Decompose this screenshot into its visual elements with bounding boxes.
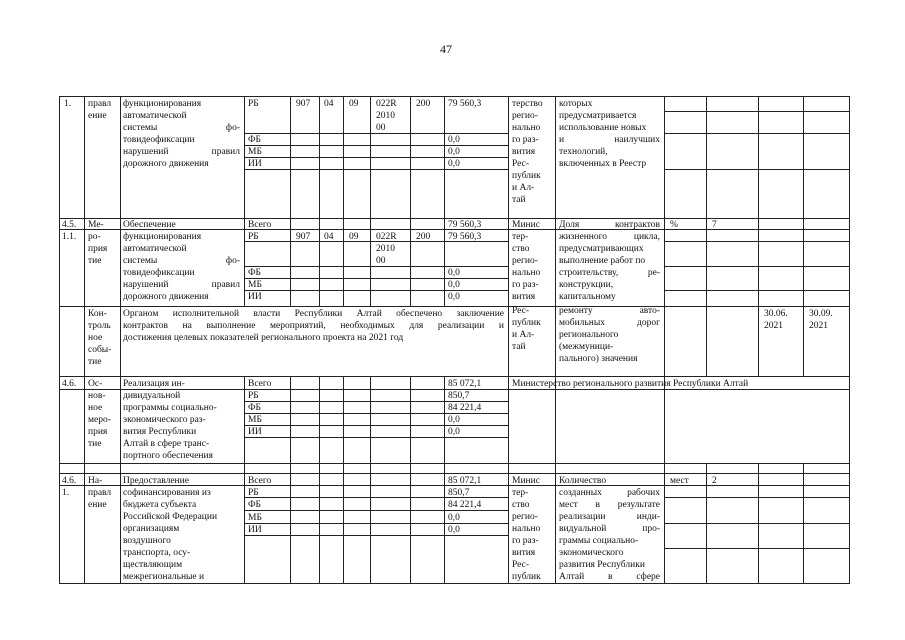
row-divider (664, 548, 850, 549)
executor: вития (512, 292, 536, 302)
source-divider (244, 425, 508, 426)
indicator-text: развития Республики (559, 560, 645, 570)
column-divider (706, 96, 707, 376)
row-type: прия (88, 427, 108, 437)
funding-source: МБ (248, 280, 262, 290)
row-type: нов- (88, 391, 106, 401)
measure-name: Предоставление (123, 476, 189, 486)
row-divider (664, 497, 850, 498)
indicator-text: видуальной про- (559, 524, 660, 534)
column-divider (244, 376, 245, 584)
unit: мест (670, 476, 689, 486)
event-label: ное (88, 333, 103, 343)
measure-name: системы фо- (123, 123, 240, 133)
executor: публик (512, 171, 541, 181)
row-divider (664, 266, 850, 267)
indicator-text: регионального (559, 330, 619, 340)
amount: 0,0 (448, 415, 460, 425)
funding-source: ФБ (248, 135, 261, 145)
amount: 85 072,1 (448, 379, 482, 389)
executor: и Ал- (512, 183, 535, 193)
source-divider (244, 278, 508, 279)
executor: ство (512, 500, 530, 510)
amount: 0,0 (448, 525, 460, 535)
grbs-code: 907 (296, 99, 311, 109)
measure-name: ществляющим (123, 560, 183, 570)
executor: тай (512, 342, 526, 352)
indicator-text: и наилучших (559, 135, 660, 145)
executor: терство (512, 99, 543, 109)
executor: публик (512, 318, 541, 328)
column-divider (410, 376, 411, 584)
indicator-text: включенных в Реестр (559, 159, 647, 169)
indicator-text: экономического (559, 548, 624, 558)
indicator-text: капитальному (559, 292, 616, 302)
measure-name: организациям (123, 524, 180, 534)
indicator-text: жизненного цикла, (559, 232, 660, 242)
executor: и Ал- (512, 330, 535, 340)
indicator-text: выполнение работ по (559, 256, 646, 266)
measure-name: дорожного движения (123, 159, 209, 169)
funding-source: МБ (248, 513, 262, 523)
target-value: 7 (712, 220, 717, 230)
measure-name: товидеофиксации (123, 268, 195, 278)
measure-name: автоматической (123, 111, 187, 121)
executor: тер- (512, 232, 529, 242)
column-divider (120, 96, 121, 584)
measure-name: товидеофиксации (123, 135, 195, 145)
source-divider (244, 437, 508, 438)
column-divider (758, 96, 759, 376)
section-code: 04 (324, 99, 334, 109)
executor: Министерство регионального развития Республики Алтай (512, 379, 749, 389)
row-type: правл ение (88, 99, 112, 121)
measure-name: бюджета субъекта (123, 500, 197, 510)
funding-source: ИИ (248, 159, 262, 169)
column-divider (758, 463, 759, 584)
executor: го раз- (512, 536, 539, 546)
target-code: 022R (376, 99, 397, 109)
amount: 84 221,4 (448, 500, 482, 510)
indicator-text: ремонту авто- (559, 306, 660, 316)
target-code: 022R (376, 232, 397, 242)
row-type: ение (88, 500, 107, 510)
funding-source: РБ (248, 232, 259, 242)
measure-name: системы фо- (123, 256, 240, 266)
event-date: 2021 (809, 321, 828, 331)
column-divider (290, 376, 291, 584)
amount: 0,0 (448, 159, 460, 169)
column-divider (803, 96, 804, 376)
measure-name: портного обеспечения (123, 451, 213, 461)
executor: Рес- (512, 159, 529, 169)
row-number: 1. (64, 99, 72, 109)
measure-name: нарушений правил (123, 147, 240, 157)
target-code: 2010 (376, 111, 395, 121)
executor: тер- (512, 488, 529, 498)
indicator-text: использование новых (559, 123, 647, 133)
indicator-text: предусматривается (559, 111, 637, 121)
column-divider (319, 376, 320, 584)
executor: нально (512, 123, 541, 133)
amount: 79 560,3 (448, 232, 482, 242)
target-code: 00 (376, 256, 386, 266)
row-type: Ос- (88, 379, 103, 389)
source-divider (244, 145, 508, 146)
row-type: ное (88, 403, 103, 413)
amount: 850,7 (448, 391, 470, 401)
column-divider (370, 376, 371, 584)
funding-source: ФБ (248, 403, 261, 413)
row-type: правл (88, 488, 112, 498)
indicator-text: Доля контрактов (559, 220, 660, 230)
column-divider (444, 96, 445, 306)
event-date: 2021 (764, 321, 783, 331)
event-date: 30.06. (764, 309, 788, 319)
funding-source: ИИ (248, 427, 262, 437)
row-divider (664, 133, 850, 134)
target-code: 2010 (376, 244, 395, 254)
row-divider (664, 523, 850, 524)
indicator-text: граммы социально- (559, 536, 639, 546)
column-divider (803, 463, 804, 584)
column-divider (244, 96, 245, 306)
row-type: ро- (88, 232, 101, 242)
measure-name: функционирования (123, 232, 202, 242)
row-divider (59, 376, 850, 377)
executor: нально (512, 268, 541, 278)
executor: регио- (512, 111, 538, 121)
executor: го раз- (512, 135, 539, 145)
measure-name: софинансирования из (123, 488, 211, 498)
indicator-text: которых (559, 99, 593, 109)
amount: 0,0 (448, 135, 460, 145)
measure-name: нарушений правил (123, 280, 240, 290)
target-value: 2 (712, 476, 717, 486)
measure-name: дивидуальной (123, 391, 181, 401)
indicator-text: предусматривающих (559, 244, 644, 254)
measure-name: программы социально- (123, 403, 217, 413)
funding-source: ИИ (248, 292, 262, 302)
indicator-text: технологий, (559, 147, 608, 157)
funding-source: МБ (248, 415, 262, 425)
funding-source: РБ (248, 488, 259, 498)
page-number: 47 (440, 42, 452, 56)
executor: нально (512, 524, 541, 534)
row-type: На- (88, 476, 103, 486)
amount: 0,0 (448, 268, 460, 278)
row-divider (59, 463, 850, 464)
funding-source: ФБ (248, 268, 261, 278)
unit: % (670, 220, 678, 230)
event-text: достижения целевых показателей регионального проекта на 2021 год (123, 333, 404, 343)
measure-name: Алтай в сфере транс- (123, 439, 210, 449)
indicator-text: реализации инди- (559, 512, 660, 522)
row-number: 4.6. (62, 476, 77, 486)
amount: 0,0 (448, 292, 460, 302)
indicator-text: пального) значения (559, 354, 638, 364)
funding-source: РБ (248, 391, 259, 401)
row-divider (664, 111, 850, 112)
indicator-text: созданных рабочих (559, 488, 660, 498)
indicator-text: (межмуници- (559, 342, 614, 352)
section-code: 04 (324, 232, 334, 242)
amount: 0,0 (448, 513, 460, 523)
measure-name: Реализация ин- (123, 379, 185, 389)
expense-code: 200 (416, 232, 431, 242)
indicator-text: мобильных дорог (559, 318, 660, 328)
column-divider (664, 96, 665, 584)
executor: регио- (512, 512, 538, 522)
indicator-text: конструкции, (559, 280, 614, 290)
row-type: Ме- (88, 220, 104, 230)
funding-source: Всего (248, 379, 272, 389)
measure-name: Обеспечение (123, 220, 176, 230)
column-divider (343, 376, 344, 584)
row-number: 4.5. (62, 220, 77, 230)
event-date: 30.09. (809, 309, 833, 319)
event-label: собы- (88, 345, 112, 355)
row-number: 1.1. (62, 232, 77, 242)
measure-name: межрегиональные и (123, 572, 205, 582)
row-type: меро- (88, 415, 111, 425)
column-divider (290, 96, 291, 306)
executor: тай (512, 195, 526, 205)
amount: 79 560,3 (448, 220, 482, 230)
event-label: троль (88, 321, 111, 331)
source-divider (244, 535, 508, 536)
measure-name: экономического раз- (123, 415, 206, 425)
event-text: контрактов на выполнение мероприятий, необходимых для реализации и (123, 321, 504, 331)
source-divider (244, 290, 508, 291)
column-divider (319, 96, 320, 306)
column-divider (370, 96, 371, 306)
measure-name: транспорта, осу- (123, 548, 191, 558)
executor: ство (512, 244, 530, 254)
amount: 850,7 (448, 488, 470, 498)
indicator-text: мест в результате (559, 500, 660, 510)
row-number: 1. (62, 488, 70, 498)
indicator-text: Алтай в сфере (559, 572, 660, 582)
grbs-code: 907 (296, 232, 311, 242)
measure-name: воздушного (123, 536, 171, 546)
funding-source: МБ (248, 147, 262, 157)
event-label: тие (88, 357, 102, 367)
source-divider (244, 523, 508, 524)
executor: вития (512, 548, 536, 558)
column-divider (444, 376, 445, 584)
row-type: прия (88, 244, 108, 254)
row-divider (664, 241, 850, 242)
indicator-text: Количество (559, 476, 607, 486)
row-divider (59, 473, 850, 474)
row-divider (59, 306, 850, 307)
measure-name: Российской Федерации (123, 512, 218, 522)
measure-name: функционирования (123, 99, 202, 109)
target-code: 00 (376, 123, 386, 133)
column-divider (410, 96, 411, 306)
source-divider (244, 169, 508, 170)
column-divider (84, 96, 85, 584)
measure-name: автоматической (123, 244, 187, 254)
amount: 84 221,4 (448, 403, 482, 413)
funding-source: Всего (248, 476, 272, 486)
funding-source: РБ (248, 99, 259, 109)
executor: Минис (512, 476, 540, 486)
expense-code: 200 (416, 99, 431, 109)
funding-source: ИИ (248, 525, 262, 535)
amount: 0,0 (448, 147, 460, 157)
subsection-code: 09 (349, 232, 359, 242)
executor: Минис (512, 220, 540, 230)
row-divider (664, 290, 850, 291)
row-type: тие (88, 439, 102, 449)
measure-name: дорожного движения (123, 292, 209, 302)
row-divider (664, 169, 850, 170)
row-type: тие (88, 256, 102, 266)
executor: вития (512, 147, 536, 157)
executor: Рес- (512, 560, 529, 570)
amount: 0,0 (448, 280, 460, 290)
executor: го раз- (512, 280, 539, 290)
column-divider (508, 96, 509, 584)
row-divider (59, 218, 850, 219)
funding-source: Всего (248, 220, 272, 230)
amount: 79 560,3 (448, 99, 482, 109)
measure-name: вития Республики (123, 427, 197, 437)
executor: регио- (512, 256, 538, 266)
row-number: 4.6. (62, 379, 77, 389)
executor: публик (512, 572, 541, 582)
column-divider (555, 96, 556, 584)
event-text: Органом исполнительной власти Республики Алтай обеспечено заключение (123, 309, 504, 319)
column-divider (706, 463, 707, 584)
executor: Рес- (512, 306, 529, 316)
indicator-text: строительству, ре- (559, 268, 660, 278)
amount: 0,0 (448, 427, 460, 437)
subsection-code: 09 (349, 99, 359, 109)
amount: 85 072,1 (448, 476, 482, 486)
event-label: Кон- (88, 309, 107, 319)
funding-source: ФБ (248, 500, 261, 510)
column-divider (343, 96, 344, 306)
source-divider (244, 157, 508, 158)
